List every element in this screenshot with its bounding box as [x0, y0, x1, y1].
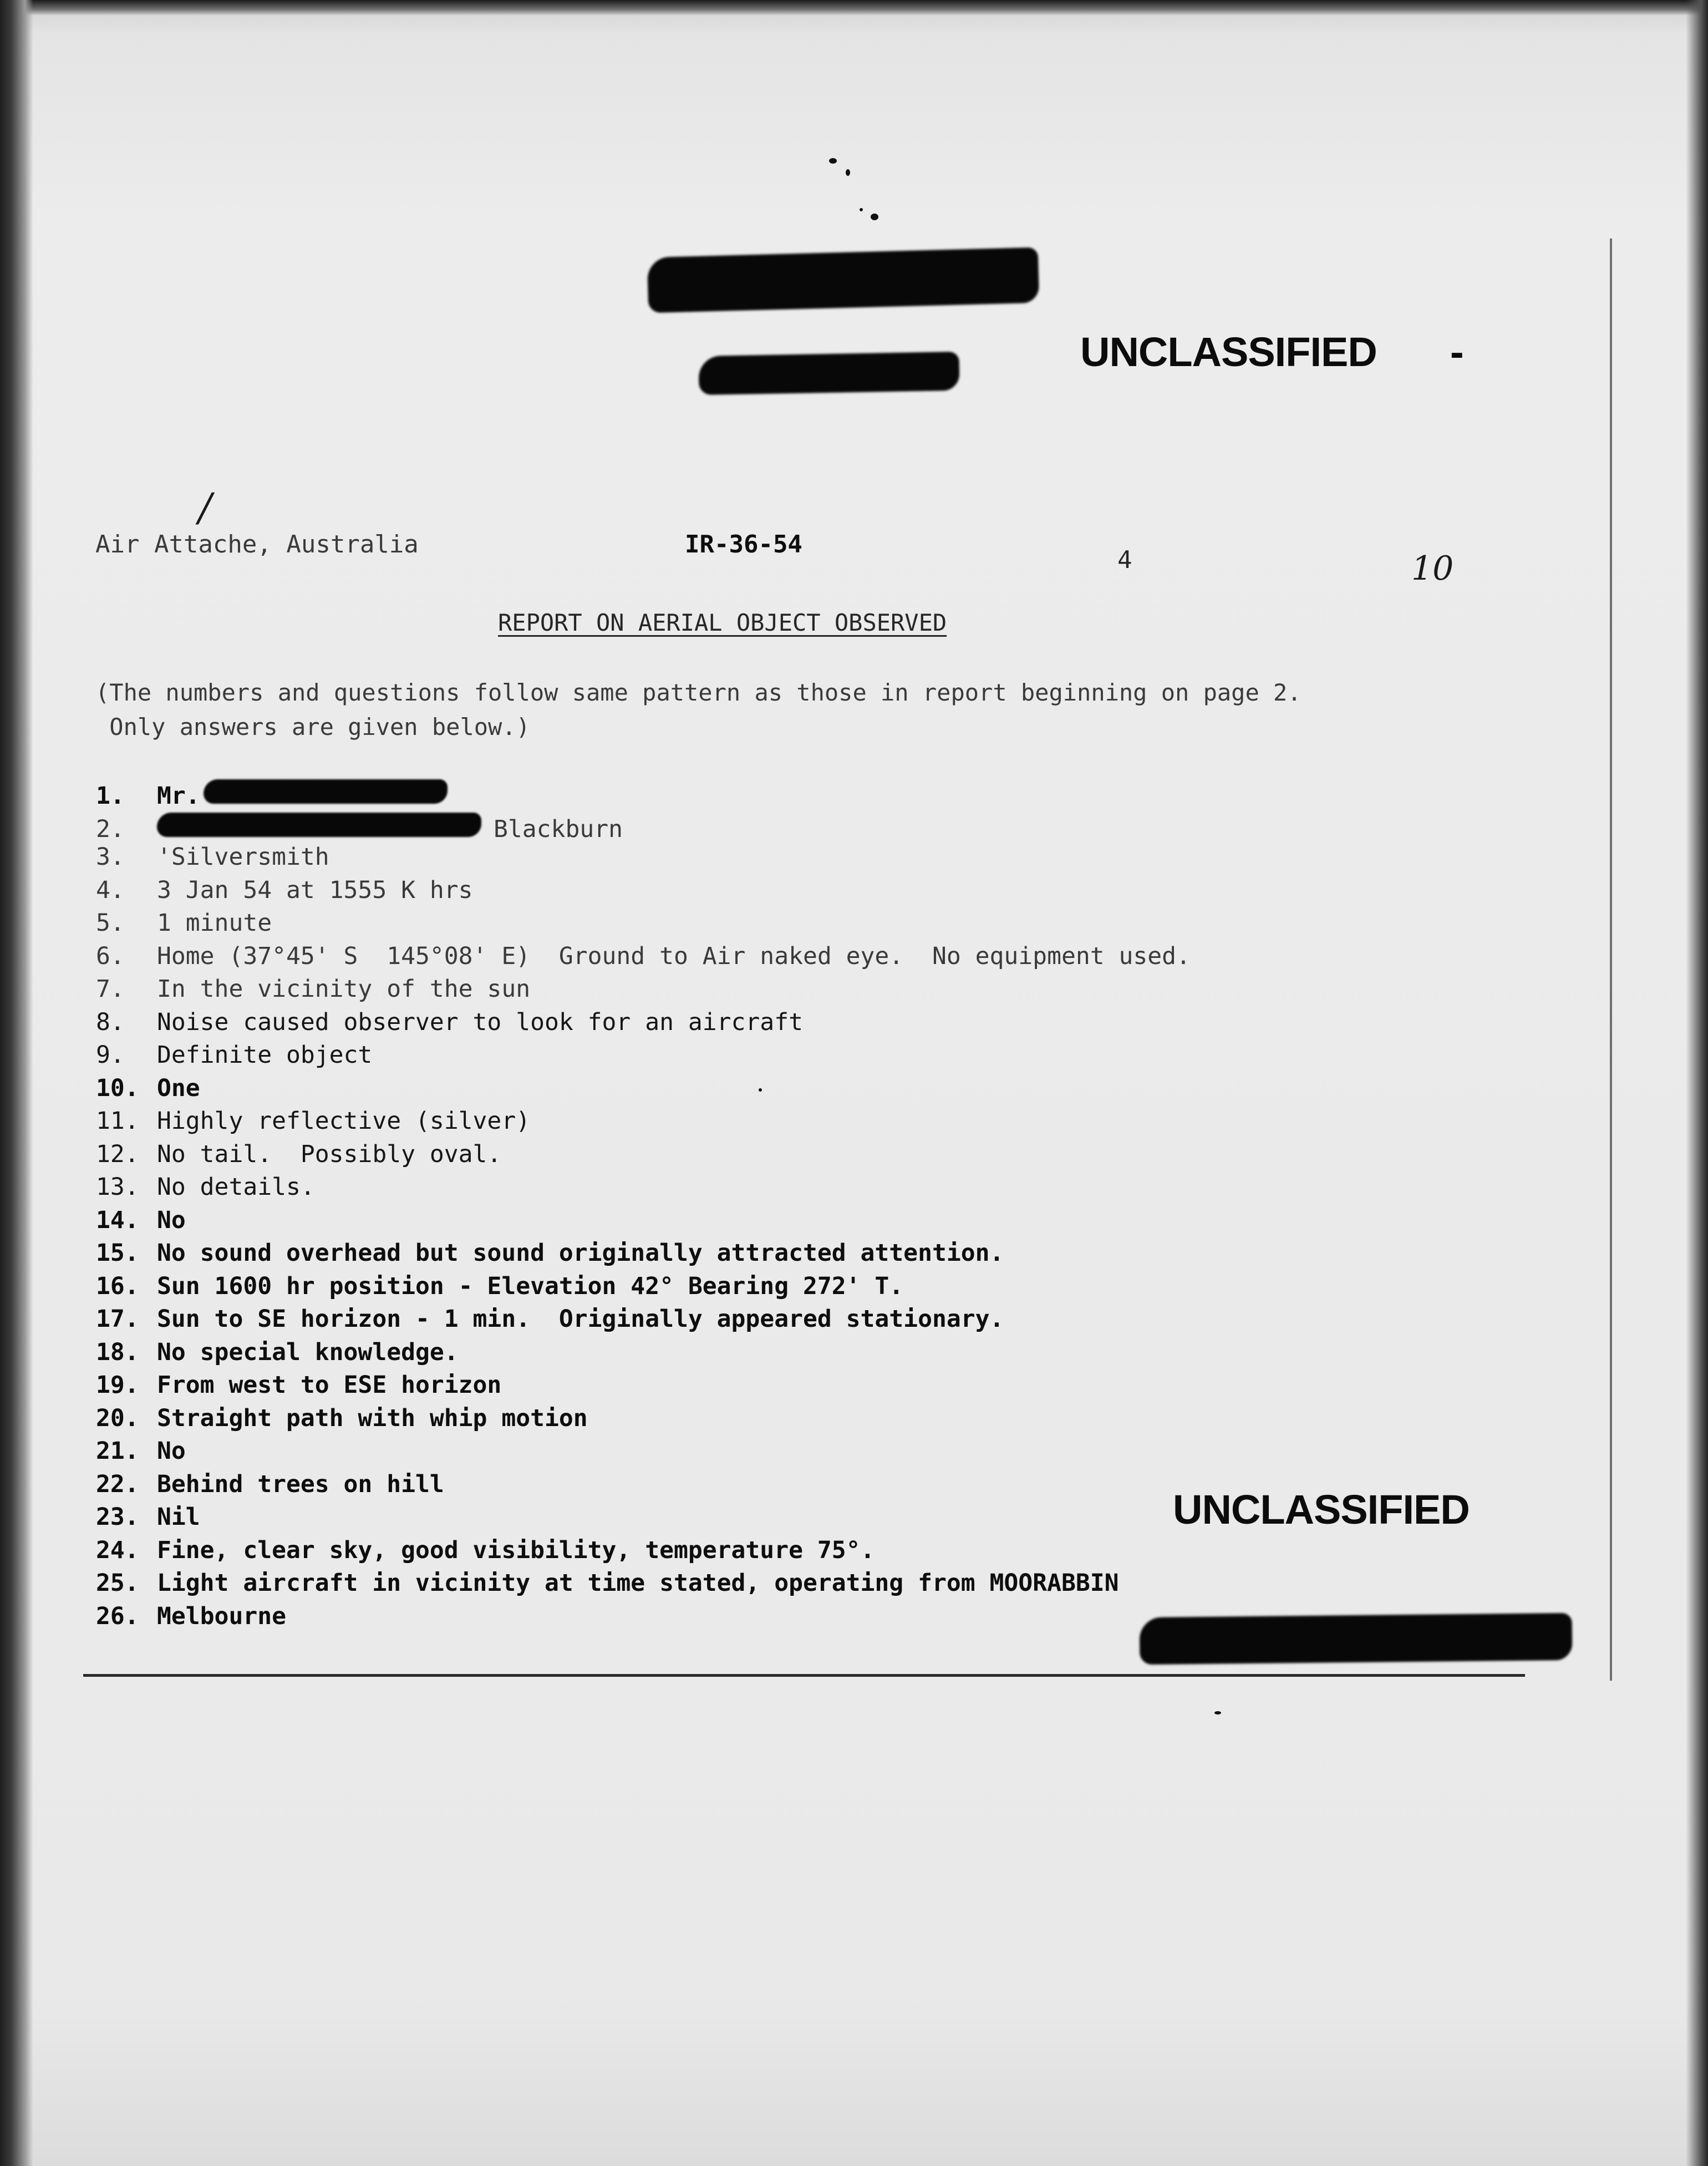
list-item	[96, 911, 1593, 945]
item-text: Mr.	[157, 782, 200, 810]
redaction-block	[157, 813, 481, 837]
item-number: 26.	[96, 1602, 139, 1630]
item-text: In the vicinity of the sun	[157, 975, 531, 1003]
list-item	[96, 1074, 1593, 1110]
item-number: 1.	[96, 782, 125, 810]
list-item	[96, 1109, 1593, 1143]
list-item	[96, 1338, 1593, 1374]
list-item	[96, 1571, 1593, 1605]
item-number: 9.	[96, 1041, 125, 1069]
item-number: 6.	[96, 942, 125, 970]
item-text: Noise caused observer to look for an aircraft	[157, 1008, 803, 1036]
list-item	[96, 1008, 1593, 1044]
item-number: 3.	[96, 843, 125, 871]
scan-speck	[846, 169, 850, 176]
item-text: Sun 1600 hr position - Elevation 42° Bearing 272' T.	[157, 1272, 904, 1300]
item-number: 17.	[96, 1305, 139, 1333]
item-number: 20.	[96, 1404, 139, 1432]
item-text: No	[157, 1437, 186, 1465]
item-text: No details.	[157, 1173, 315, 1201]
item-number: 13.	[96, 1173, 139, 1201]
classification-dash: -	[1450, 329, 1463, 375]
item-text: Behind trees on hill	[157, 1470, 444, 1498]
scan-speck	[1214, 1711, 1221, 1714]
item-number: 7.	[96, 975, 125, 1003]
scan-border-top	[0, 0, 1708, 16]
item-text: Fine, clear sky, good visibility, temperature 75°.	[157, 1536, 875, 1564]
item-number: 10.	[96, 1074, 139, 1102]
list-item	[96, 813, 1593, 846]
item-text: Straight path with whip motion	[157, 1404, 588, 1432]
list-item	[96, 1536, 1593, 1572]
sender-line: Air Attache, Australia	[95, 530, 419, 559]
item-text: Home (37°45' S 145°08' E) Ground to Air naked eye. No equipment used.	[157, 942, 1191, 970]
horizontal-rule	[83, 1674, 1525, 1677]
scan-border-left	[0, 0, 33, 2166]
item-text: From west to ESE horizon	[157, 1371, 502, 1399]
item-number: 12.	[96, 1140, 139, 1168]
item-number: 19.	[96, 1371, 139, 1399]
item-number: 24.	[96, 1536, 139, 1564]
item-text: No	[157, 1206, 186, 1234]
item-text: Blackburn	[494, 815, 623, 843]
scan-speck	[829, 158, 837, 164]
handwritten-number: 10	[1411, 549, 1454, 588]
item-number: 25.	[96, 1569, 139, 1597]
report-number: IR-36-54	[685, 530, 802, 559]
item-number: 4.	[96, 876, 125, 904]
item-number: 22.	[96, 1470, 139, 1498]
list-item	[96, 876, 1593, 912]
item-number: 21.	[96, 1437, 139, 1465]
item-text: 1 minute	[157, 909, 272, 937]
list-item	[96, 779, 1593, 813]
list-item	[96, 1140, 1593, 1176]
scan-speck	[860, 208, 863, 211]
list-item	[96, 1206, 1593, 1242]
list-item	[96, 1175, 1593, 1209]
list-item	[96, 1404, 1593, 1440]
redaction-block	[204, 779, 448, 804]
scan-speck	[871, 214, 878, 220]
item-number: 5.	[96, 909, 125, 937]
item-number: 14.	[96, 1206, 139, 1234]
redaction-block	[647, 247, 1039, 313]
intro-line-2: Only answers are given below.)	[95, 713, 530, 740]
item-number: 11.	[96, 1107, 139, 1135]
document-title: REPORT ON AERIAL OBJECT OBSERVED	[498, 609, 947, 636]
classification-stamp-middle: UNCLASSIFIED	[1173, 1487, 1470, 1533]
item-text: One	[157, 1074, 200, 1102]
list-item	[96, 1373, 1593, 1407]
item-number: 23.	[96, 1503, 139, 1531]
list-item	[96, 977, 1593, 1011]
item-text: Light aircraft in vicinity at time stated, operating from MOORABBIN	[157, 1569, 1119, 1597]
item-text: Melbourne	[157, 1602, 286, 1630]
list-item	[96, 1439, 1593, 1473]
list-item	[96, 1272, 1593, 1308]
item-text: No special knowledge.	[157, 1338, 459, 1366]
item-number: 15.	[96, 1239, 139, 1267]
item-number: 8.	[96, 1008, 125, 1036]
item-text: Definite object	[157, 1041, 373, 1069]
item-text: No tail. Possibly oval.	[157, 1140, 502, 1168]
item-number: 2.	[96, 815, 125, 843]
list-item	[96, 1307, 1593, 1341]
item-text: Nil	[157, 1503, 200, 1531]
redaction-block	[698, 352, 959, 395]
classification-stamp-top: UNCLASSIFIED	[1080, 329, 1377, 375]
item-text: Highly reflective (silver)	[157, 1107, 531, 1135]
paper-edge-line	[1610, 239, 1612, 1681]
list-item	[96, 845, 1593, 879]
item-number: 16.	[96, 1272, 139, 1300]
item-text: No sound overhead but sound originally attracted attention.	[157, 1239, 1004, 1267]
redaction-block	[1140, 1613, 1573, 1665]
list-item	[96, 1043, 1593, 1077]
item-text: 3 Jan 54 at 1555 K hrs	[157, 876, 473, 904]
intro-line-1: (The numbers and questions follow same pattern as those in report beginning on page 2.	[95, 679, 1302, 706]
item-number: 18.	[96, 1338, 139, 1366]
page-number: 4	[1117, 546, 1132, 574]
item-text: Sun to SE horizon - 1 min. Originally appeared stationary.	[157, 1305, 1004, 1333]
handwritten-slash: /	[199, 485, 212, 530]
scan-border-right	[1686, 0, 1708, 2166]
list-item	[96, 942, 1593, 978]
item-text: 'Silversmith	[157, 843, 329, 871]
list-item	[96, 1241, 1593, 1275]
